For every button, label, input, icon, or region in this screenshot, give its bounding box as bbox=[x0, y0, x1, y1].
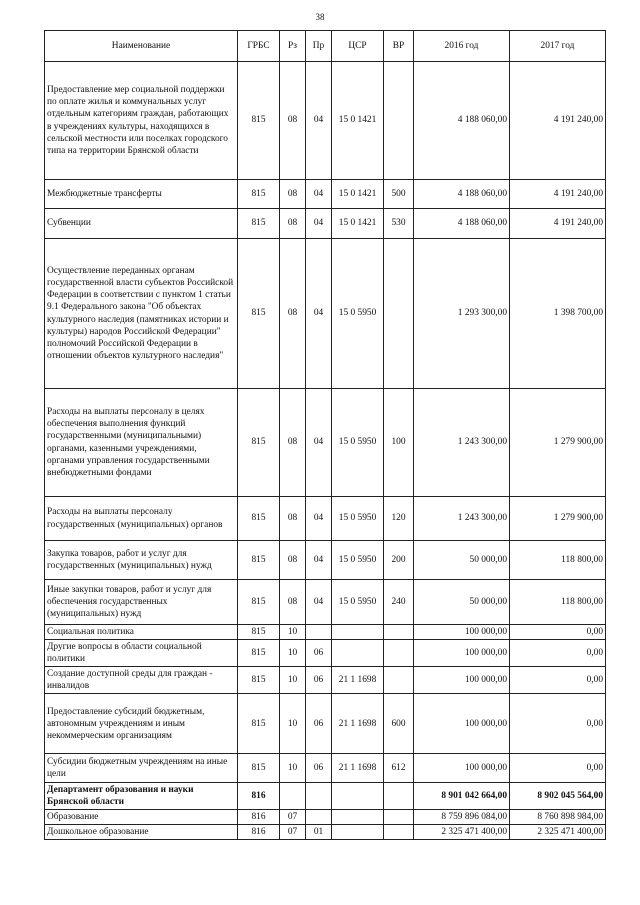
table-row bbox=[45, 389, 606, 497]
row-amount-2016: 100 000,00 bbox=[414, 640, 510, 667]
row-csr bbox=[332, 783, 384, 810]
row-rz: 08 bbox=[280, 62, 306, 180]
row-pr: 06 bbox=[306, 667, 332, 694]
row-name: Субсидии бюджетным учреждениям на иные цели bbox=[45, 754, 238, 783]
budget-table bbox=[44, 30, 606, 840]
row-amount-2017: 0,00 bbox=[510, 640, 606, 667]
row-csr: 15 0 5950 bbox=[332, 239, 384, 389]
row-vr: 500 bbox=[384, 180, 414, 209]
row-amount-2017: 0,00 bbox=[510, 754, 606, 783]
row-csr: 15 0 5950 bbox=[332, 580, 384, 625]
row-amount-2016: 1 243 300,00 bbox=[414, 497, 510, 541]
row-name: Субвенции bbox=[45, 209, 238, 239]
row-amount-2017: 1 279 900,00 bbox=[510, 497, 606, 541]
row-csr bbox=[332, 825, 384, 840]
row-rz: 10 bbox=[280, 694, 306, 754]
row-vr bbox=[384, 783, 414, 810]
row-pr: 04 bbox=[306, 541, 332, 580]
table-row bbox=[45, 62, 606, 180]
row-name: Социальная политика bbox=[45, 625, 238, 640]
row-name: Предоставление субсидий бюджетным, автономным учреждениям и иным некоммерческим организациям bbox=[45, 694, 238, 754]
row-csr: 15 0 5950 bbox=[332, 389, 384, 497]
table-row bbox=[45, 640, 606, 667]
table-body bbox=[45, 62, 606, 840]
row-pr: 04 bbox=[306, 497, 332, 541]
row-amount-2016: 50 000,00 bbox=[414, 541, 510, 580]
row-rz: 08 bbox=[280, 497, 306, 541]
table-row bbox=[45, 541, 606, 580]
table-row bbox=[45, 825, 606, 840]
row-pr bbox=[306, 783, 332, 810]
row-rz: 08 bbox=[280, 389, 306, 497]
row-amount-2016: 2 325 471 400,00 bbox=[414, 825, 510, 840]
row-grbs: 815 bbox=[238, 389, 280, 497]
row-rz: 10 bbox=[280, 640, 306, 667]
row-pr: 06 bbox=[306, 640, 332, 667]
row-name: Иные закупки товаров, работ и услуг для обеспечения государственных (муниципальных) нужд bbox=[45, 580, 238, 625]
row-grbs: 816 bbox=[238, 783, 280, 810]
row-csr: 21 1 1698 bbox=[332, 667, 384, 694]
row-vr: 612 bbox=[384, 754, 414, 783]
row-pr: 04 bbox=[306, 62, 332, 180]
row-amount-2016: 100 000,00 bbox=[414, 667, 510, 694]
row-amount-2017: 0,00 bbox=[510, 694, 606, 754]
row-amount-2016: 8 759 896 084,00 bbox=[414, 810, 510, 825]
row-csr bbox=[332, 640, 384, 667]
row-rz: 08 bbox=[280, 180, 306, 209]
row-vr: 240 bbox=[384, 580, 414, 625]
row-pr: 01 bbox=[306, 825, 332, 840]
row-grbs: 815 bbox=[238, 62, 280, 180]
row-amount-2017: 0,00 bbox=[510, 625, 606, 640]
row-name: Департамент образования и науки Брянской области bbox=[45, 783, 238, 810]
row-pr: 04 bbox=[306, 209, 332, 239]
row-grbs: 815 bbox=[238, 667, 280, 694]
row-amount-2017: 0,00 bbox=[510, 667, 606, 694]
row-pr: 04 bbox=[306, 389, 332, 497]
row-name: Предоставление мер социальной поддержки по оплате жилья и коммунальных услуг отдельным категориям граждан, работающих в учреждениях культуры, находящихся в сельской местности или поселках городского типа на территории Брянской области bbox=[45, 62, 238, 180]
row-vr bbox=[384, 625, 414, 640]
row-vr bbox=[384, 667, 414, 694]
header-2017: 2017 год bbox=[510, 31, 606, 62]
row-name: Межбюджетные трансферты bbox=[45, 180, 238, 209]
row-csr: 15 0 1421 bbox=[332, 62, 384, 180]
row-rz: 10 bbox=[280, 625, 306, 640]
row-csr: 21 1 1698 bbox=[332, 694, 384, 754]
row-vr bbox=[384, 810, 414, 825]
row-amount-2016: 100 000,00 bbox=[414, 625, 510, 640]
row-csr: 15 0 5950 bbox=[332, 497, 384, 541]
row-csr bbox=[332, 625, 384, 640]
row-amount-2016: 1 293 300,00 bbox=[414, 239, 510, 389]
row-amount-2016: 100 000,00 bbox=[414, 694, 510, 754]
header-name: Наименование bbox=[45, 31, 238, 62]
row-pr: 04 bbox=[306, 239, 332, 389]
row-rz: 08 bbox=[280, 541, 306, 580]
row-grbs: 815 bbox=[238, 625, 280, 640]
row-csr: 15 0 1421 bbox=[332, 209, 384, 239]
table-row bbox=[45, 754, 606, 783]
row-vr: 120 bbox=[384, 497, 414, 541]
table-row bbox=[45, 180, 606, 209]
row-csr: 21 1 1698 bbox=[332, 754, 384, 783]
row-name: Образование bbox=[45, 810, 238, 825]
row-grbs: 815 bbox=[238, 209, 280, 239]
row-amount-2017: 2 325 471 400,00 bbox=[510, 825, 606, 840]
row-pr: 06 bbox=[306, 754, 332, 783]
row-rz: 08 bbox=[280, 580, 306, 625]
row-grbs: 815 bbox=[238, 580, 280, 625]
table-row bbox=[45, 810, 606, 825]
row-grbs: 815 bbox=[238, 694, 280, 754]
table-row bbox=[45, 667, 606, 694]
header-pr: Пр bbox=[306, 31, 332, 62]
row-name: Другие вопросы в области социальной политики bbox=[45, 640, 238, 667]
row-pr: 04 bbox=[306, 580, 332, 625]
header-row bbox=[45, 31, 606, 62]
row-name: Осуществление переданных органам государственной власти субъектов Российской Федерации в соответствии с пунктом 1 статьи 9.1 Федерального закона "Об объектах культурного наследия (памятниках истории и культуры) народов Российской Федерации" полномочий Российской Федерации в отношении объектов культурного наследия" bbox=[45, 239, 238, 389]
row-amount-2017: 1 279 900,00 bbox=[510, 389, 606, 497]
row-rz: 07 bbox=[280, 810, 306, 825]
row-amount-2017: 8 902 045 564,00 bbox=[510, 783, 606, 810]
row-name: Расходы на выплаты персоналу государственных (муниципальных) органов bbox=[45, 497, 238, 541]
row-amount-2017: 4 191 240,00 bbox=[510, 62, 606, 180]
header-grbs: ГРБС bbox=[238, 31, 280, 62]
row-rz: 08 bbox=[280, 239, 306, 389]
table-row bbox=[45, 783, 606, 810]
row-vr bbox=[384, 825, 414, 840]
row-grbs: 815 bbox=[238, 541, 280, 580]
row-amount-2017: 8 760 898 984,00 bbox=[510, 810, 606, 825]
row-amount-2016: 100 000,00 bbox=[414, 754, 510, 783]
row-amount-2017: 1 398 700,00 bbox=[510, 239, 606, 389]
row-vr bbox=[384, 239, 414, 389]
row-grbs: 815 bbox=[238, 640, 280, 667]
row-amount-2017: 118 800,00 bbox=[510, 541, 606, 580]
table-row bbox=[45, 625, 606, 640]
row-pr: 06 bbox=[306, 694, 332, 754]
row-vr bbox=[384, 640, 414, 667]
row-amount-2016: 1 243 300,00 bbox=[414, 389, 510, 497]
row-vr: 200 bbox=[384, 541, 414, 580]
row-amount-2016: 4 188 060,00 bbox=[414, 209, 510, 239]
table-row bbox=[45, 694, 606, 754]
row-name: Закупка товаров, работ и услуг для государственных (муниципальных) нужд bbox=[45, 541, 238, 580]
row-csr bbox=[332, 810, 384, 825]
table-row bbox=[45, 209, 606, 239]
row-csr: 15 0 5950 bbox=[332, 541, 384, 580]
row-amount-2017: 4 191 240,00 bbox=[510, 209, 606, 239]
header-csr: ЦСР bbox=[332, 31, 384, 62]
header-rz: Рз bbox=[280, 31, 306, 62]
row-pr bbox=[306, 625, 332, 640]
row-amount-2016: 50 000,00 bbox=[414, 580, 510, 625]
page-number: 38 bbox=[315, 12, 325, 22]
row-grbs: 816 bbox=[238, 810, 280, 825]
row-rz: 07 bbox=[280, 825, 306, 840]
row-name: Дошкольное образование bbox=[45, 825, 238, 840]
row-rz bbox=[280, 783, 306, 810]
row-grbs: 815 bbox=[238, 497, 280, 541]
header-2016: 2016 год bbox=[414, 31, 510, 62]
row-vr: 600 bbox=[384, 694, 414, 754]
row-vr bbox=[384, 62, 414, 180]
header-vr: ВР bbox=[384, 31, 414, 62]
row-amount-2016: 4 188 060,00 bbox=[414, 62, 510, 180]
row-amount-2016: 4 188 060,00 bbox=[414, 180, 510, 209]
table-row bbox=[45, 497, 606, 541]
row-amount-2017: 118 800,00 bbox=[510, 580, 606, 625]
table-row bbox=[45, 239, 606, 389]
row-name: Расходы на выплаты персоналу в целях обеспечения выполнения функций государственными (муниципальными) органами, казенными учреждениями, органами управления государственными внебюджетными фондами bbox=[45, 389, 238, 497]
row-csr: 15 0 1421 bbox=[332, 180, 384, 209]
row-amount-2016: 8 901 042 664,00 bbox=[414, 783, 510, 810]
row-grbs: 816 bbox=[238, 825, 280, 840]
table-row bbox=[45, 580, 606, 625]
row-name: Создание доступной среды для граждан - инвалидов bbox=[45, 667, 238, 694]
row-grbs: 815 bbox=[238, 239, 280, 389]
row-amount-2017: 4 191 240,00 bbox=[510, 180, 606, 209]
row-pr bbox=[306, 810, 332, 825]
row-vr: 100 bbox=[384, 389, 414, 497]
row-pr: 04 bbox=[306, 180, 332, 209]
row-rz: 10 bbox=[280, 754, 306, 783]
row-rz: 10 bbox=[280, 667, 306, 694]
row-vr: 530 bbox=[384, 209, 414, 239]
row-grbs: 815 bbox=[238, 754, 280, 783]
row-grbs: 815 bbox=[238, 180, 280, 209]
row-rz: 08 bbox=[280, 209, 306, 239]
